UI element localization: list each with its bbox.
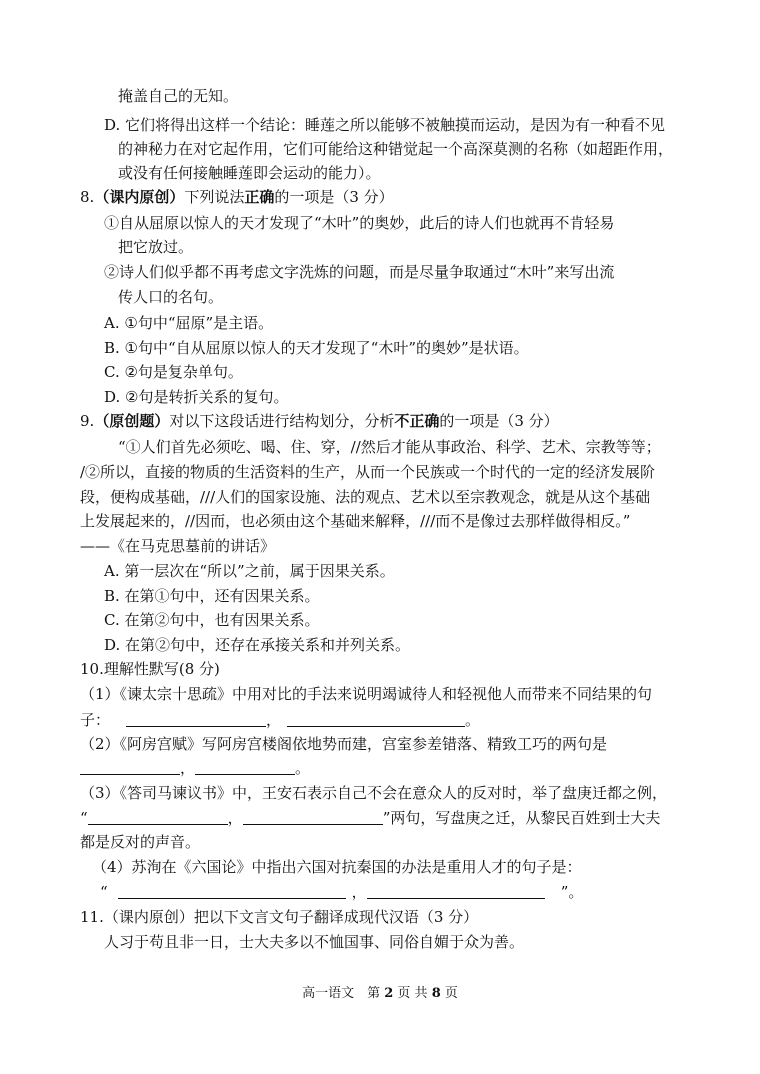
q10-item2-comma: ，: [180, 759, 196, 777]
q10-item4-blank2[interactable]: [367, 883, 545, 899]
q11-text: 人习于苟且非一日，士大夫多以不恤国事、同俗自媚于众为善。: [104, 933, 525, 951]
q10-item4-line1: （4）苏洵在《六国论》中指出六国对抗秦国的办法是重用人才的句子是：: [92, 858, 582, 876]
footer-total-pages: 8: [431, 986, 441, 1001]
q9-number: 9.: [80, 412, 95, 430]
q10-item1-blank2[interactable]: [287, 711, 465, 727]
q10-item3-comma: ，: [227, 809, 243, 827]
q8-sentence1-line1: ①自从屈原以惊人的天才发现了“木叶”的奥妙，此后的诗人们也就再不肯轻易: [104, 214, 615, 232]
q9-option-b: B. 在第①句中，还有因果关系。: [104, 587, 320, 605]
q8-tag: （课内原创）: [94, 188, 185, 206]
q10-item4-close-quote: ”。: [560, 883, 584, 901]
q10-item2-line1: （2）《阿房宫赋》写阿房宫楼阁依地势而建，宫室参差错落、精致工巧的两句是: [80, 735, 608, 753]
q10-item3-tail: ”两句，写盘庚之迁，从黎民百姓到士大夫: [382, 809, 661, 827]
q8-sentence2-line2: 传人口的名句。: [118, 288, 224, 306]
q9-option-a: A. 第一层次在“所以”之前，属于因果关系。: [104, 562, 395, 580]
q7-option-d-line3: 或没有任何接触睡莲即会运动的能力）。: [118, 164, 381, 182]
footer-middle: 页 共: [393, 986, 432, 1001]
q10-item3-open-quote: “: [80, 809, 88, 827]
q7-option-d-line2: 的神秘力在对它起作用，它们可能给这种错觉起一个高深莫测的名称（如超距作用，: [118, 140, 674, 158]
footer-prefix: 高一语文 第: [302, 986, 385, 1001]
q8-number: 8.: [80, 188, 95, 206]
q9-passage-line4: 上发展起来的，//因而，也必须由这个基础来解释，///而不是像过去那样做得相反。”: [80, 512, 631, 530]
q8-sentence1-line2: 把它放过。: [118, 238, 194, 256]
q10-item1-period: 。: [465, 711, 481, 729]
q8-stem-b: 的一项是（3 分）: [274, 188, 394, 206]
q10-item4-comma: ，: [351, 883, 367, 901]
q10-item3-blank2[interactable]: [243, 809, 383, 825]
q8-sentence2-line1: ②诗人们似乎都不再考虑文字洗炼的问题，而是尽量争取通过“木叶”来写出流: [104, 263, 615, 281]
q10-item4-open-quote: “: [100, 883, 108, 901]
q8-option-a: A. ①句中“屈原”是主语。: [104, 314, 274, 332]
q10-item3-blank1[interactable]: [88, 809, 228, 825]
q9-passage-line2: /②所以，直接的物质的生活资料的生产，从而一个民族或一个时代的一定的经济发展阶: [80, 463, 656, 481]
page-footer: [0, 985, 760, 1003]
q10-item3-line1: （3）《答司马谏议书》中，王安石表示自己不会在意众人的反对时，举了盘庚迁都之例，: [80, 784, 668, 802]
q9-stem-keyword: 不正确: [394, 412, 440, 430]
q10-item4-line2: [100, 882, 583, 902]
q10-item1-blank1[interactable]: [126, 711, 266, 727]
q8-stem: [80, 187, 394, 207]
q10-item4-blank1[interactable]: [118, 883, 346, 899]
q9-passage-line1: “①人们首先必须吃、喝、住、穿，//然后才能从事政治、科学、艺术、宗教等等；: [118, 438, 661, 456]
q10-item2-blank1[interactable]: [80, 759, 180, 775]
q10-item1-prefix: 子：: [80, 711, 111, 729]
q9-stem-b: 的一项是（3 分）: [439, 412, 559, 430]
footer-page-number: 2: [384, 986, 394, 1001]
q10-item1-comma: ，: [266, 711, 282, 729]
q9-stem: [80, 411, 559, 431]
q8-option-c: C. ②句是复杂单句。: [104, 363, 243, 381]
q11-title: 11.（课内原创）把以下文言文句子翻译成现代汉语（3 分）: [80, 908, 479, 926]
q9-tag: （原创题）: [94, 412, 170, 430]
q9-passage-line3: 段，便构成基础，///人们的国家设施、法的观点、艺术以至宗教观念，就是从这个基础: [80, 488, 651, 506]
q8-stem-a: 下列说法: [184, 188, 245, 206]
q10-item3-line3: 都是反对的声音。: [80, 833, 201, 851]
q9-source: ——《在马克思墓前的讲话》: [80, 537, 276, 555]
q7-option-d-line1: D. 它们将得出这样一个结论：睡莲之所以能够不被触摸而运动，是因为有一种看不见: [104, 116, 666, 134]
q10-title: 10.理解性默写(8 分): [80, 660, 220, 678]
q10-item2-line2: [80, 758, 310, 778]
footer-suffix: 页: [440, 986, 458, 1001]
q9-option-d: D. 在第②句中，还存在承接关系和并列关系。: [104, 636, 411, 654]
q7-continuation: 掩盖自己的无知。: [118, 87, 239, 105]
q10-item1-line2: [80, 710, 480, 730]
q9-stem-a: 对以下这段话进行结构划分，分析: [169, 412, 395, 430]
q8-stem-keyword: 正确: [244, 188, 275, 206]
q10-item1-line1: （1）《谏太宗十思疏》中用对比的手法来说明竭诚待人和轻视他人而带来不同结果的句: [80, 685, 653, 703]
q10-item2-period: 。: [295, 759, 311, 777]
q8-option-d: D. ②句是转折关系的复句。: [104, 388, 289, 406]
q8-option-b: B. ①句中“自从屈原以惊人的天才发现了“木叶”的奥妙”是状语。: [104, 339, 529, 357]
q10-item2-blank2[interactable]: [195, 759, 295, 775]
q9-option-c: C. 在第②句中，也有因果关系。: [104, 611, 320, 629]
q10-item3-line2: [80, 808, 660, 828]
